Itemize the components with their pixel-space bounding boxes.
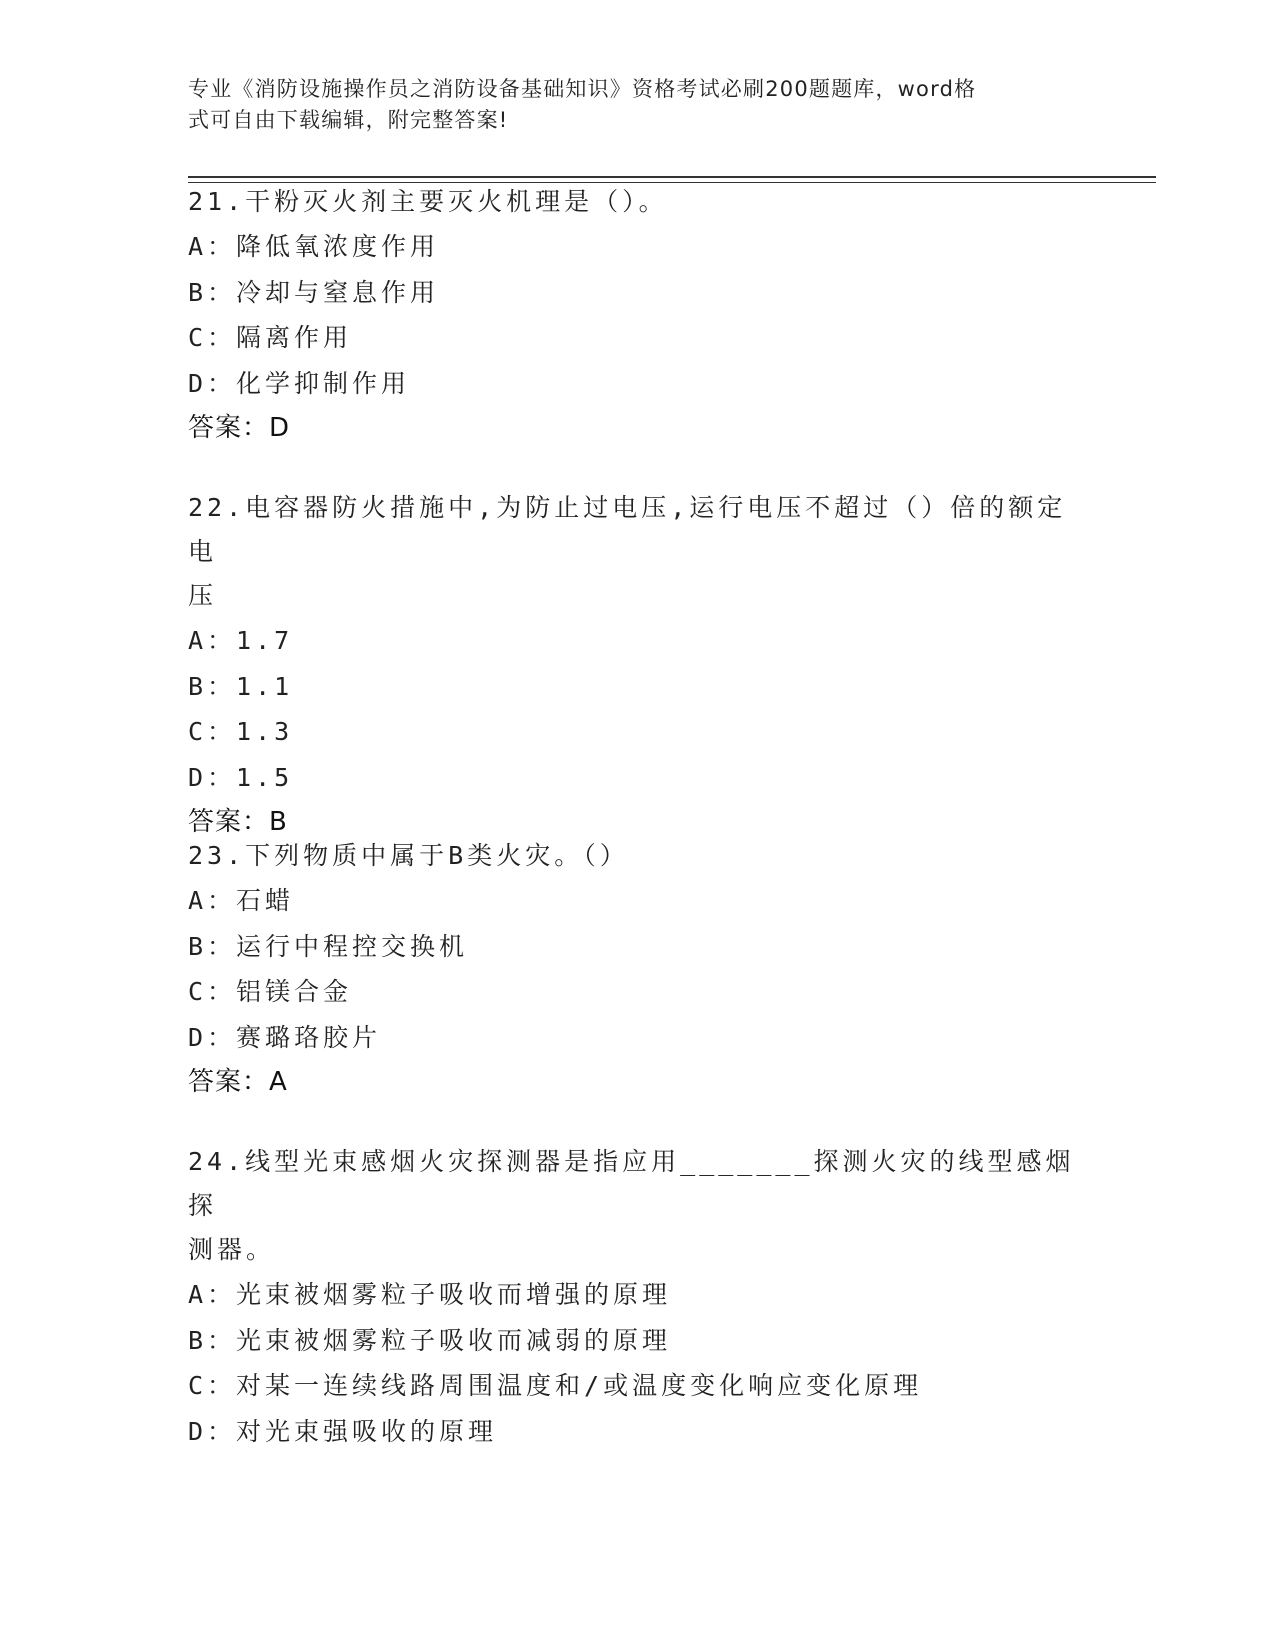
option-d: D：1.5: [188, 762, 294, 792]
header-line-2: 式可自由下载编辑，附完整答案!: [188, 108, 509, 132]
header-line-1: 专业《消防设施操作员之消防设备基础知识》资格考试必刷200题题库，word格: [188, 77, 977, 101]
question-stem-line-1: 24.线型光束感烟火灾探测器是指应用_______探测火灾的线型感烟探: [188, 1147, 1075, 1220]
option-c: C：对某一连续线路周围温度和/或温度变化响应变化原理: [188, 1371, 923, 1400]
option-b: B：1.1: [188, 671, 294, 701]
question-22: [188, 486, 1088, 845]
option-c: C：1.3: [188, 717, 294, 746]
question-stem-line-2: 压: [188, 581, 218, 610]
option-d: D：化学抑制作用: [188, 368, 411, 398]
header-divider-thick: [188, 176, 1156, 178]
question-23: [188, 834, 1088, 1105]
option-a: A：光束被烟雾粒子吸收而增强的原理: [188, 1280, 672, 1309]
answer-label: 答案：D: [188, 413, 291, 443]
option-b: B：运行中程控交换机: [188, 931, 469, 961]
option-c: C：铝镁合金: [188, 977, 353, 1006]
question-stem: 23.下列物质中属于B类火灾。（）: [188, 841, 629, 870]
option-b: B：冷却与窒息作用: [188, 277, 440, 307]
option-a: A：石蜡: [188, 886, 295, 915]
answer-label: 答案：A: [188, 1067, 288, 1097]
question-21: [188, 180, 1088, 451]
answer-label: 答案：B: [188, 807, 288, 837]
option-c: C：隔离作用: [188, 323, 353, 352]
option-a: A：降低氧浓度作用: [188, 232, 440, 261]
option-b: B：光束被烟雾粒子吸收而减弱的原理: [188, 1325, 672, 1355]
question-stem-line-2: 测器。: [188, 1235, 276, 1264]
question-24: [188, 1140, 1088, 1454]
option-d: D：对光束强吸收的原理: [188, 1416, 498, 1446]
option-a: A：1.7: [188, 626, 294, 655]
document-header: [188, 74, 1068, 136]
option-d: D：赛璐珞胶片: [188, 1022, 382, 1052]
question-stem: 21.干粉灭火剂主要灭火机理是（）。: [188, 187, 668, 216]
question-stem-line-1: 22.电容器防火措施中,为防止过电压,运行电压不超过（）倍的额定电: [188, 493, 1067, 566]
